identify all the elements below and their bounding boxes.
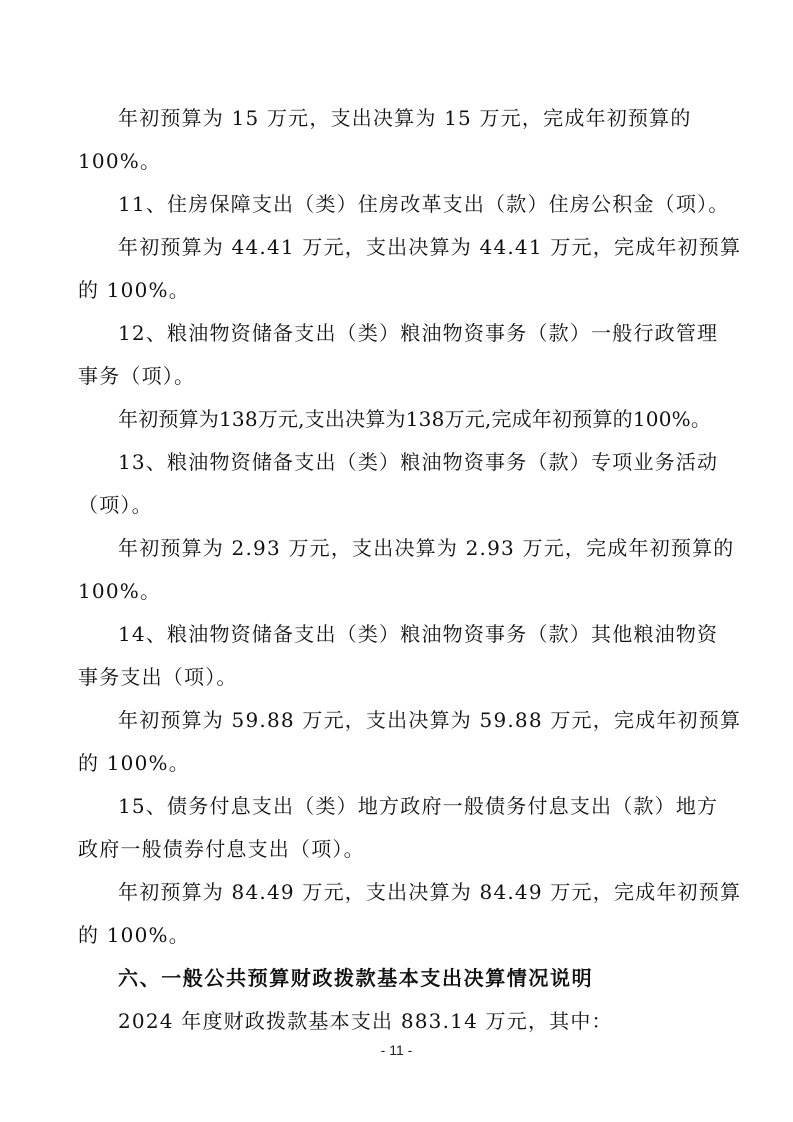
paragraph-line: 政府一般债券付息支出（项）。 bbox=[78, 837, 365, 861]
paragraph-line: 年初预算为 44.41 万元，支出决算为 44.41 万元，完成年初预算 bbox=[118, 235, 742, 259]
paragraph-line: 的 100%。 bbox=[78, 751, 190, 775]
paragraph-line: 事务（项）。 bbox=[78, 364, 196, 388]
paragraph-line: 11、住房保障支出（类）住房改革支出（款）住房公积金（项）。 bbox=[118, 192, 730, 216]
paragraph-line: 年初预算为138万元,支出决算为138万元,完成年初预算的100%。 bbox=[118, 407, 712, 431]
paragraph-line: 年初预算为 2.93 万元，支出决算为 2.93 万元，完成年初预算的 bbox=[118, 536, 735, 560]
section-heading: 六、一般公共预算财政拨款基本支出决算情况说明 bbox=[118, 966, 594, 990]
paragraph-line: 的 100%。 bbox=[78, 278, 190, 302]
paragraph-line: 15、债务付息支出（类）地方政府一般债务付息支出（款）地方 bbox=[118, 794, 719, 818]
paragraph-line: 13、粮油物资储备支出（类）粮油物资事务（款）专项业务活动 bbox=[118, 450, 719, 474]
paragraph-line: 12、粮油物资储备支出（类）粮油物资事务（款）一般行政管理 bbox=[118, 321, 719, 345]
paragraph-line: 年初预算为 84.49 万元，支出决算为 84.49 万元，完成年初预算 bbox=[118, 880, 742, 904]
paragraph-line: 事务支出（项）。 bbox=[78, 665, 238, 689]
paragraph-line: 年初预算为 15 万元，支出决算为 15 万元，完成年初预算的 bbox=[118, 106, 692, 130]
paragraph-line: 年初预算为 59.88 万元，支出决算为 59.88 万元，完成年初预算 bbox=[118, 708, 742, 732]
paragraph-line: （项）。 bbox=[78, 493, 153, 517]
paragraph-line: 100%。 bbox=[78, 579, 162, 603]
page-number: - 11 - bbox=[380, 1042, 413, 1058]
paragraph-line: 14、粮油物资储备支出（类）粮油物资事务（款）其他粮油物资 bbox=[118, 622, 719, 646]
paragraph-line: 100%。 bbox=[78, 149, 162, 173]
paragraph-line: 的 100%。 bbox=[78, 923, 190, 947]
paragraph-line: 2024 年度财政拨款基本支出 883.14 万元，其中： bbox=[118, 1009, 613, 1033]
